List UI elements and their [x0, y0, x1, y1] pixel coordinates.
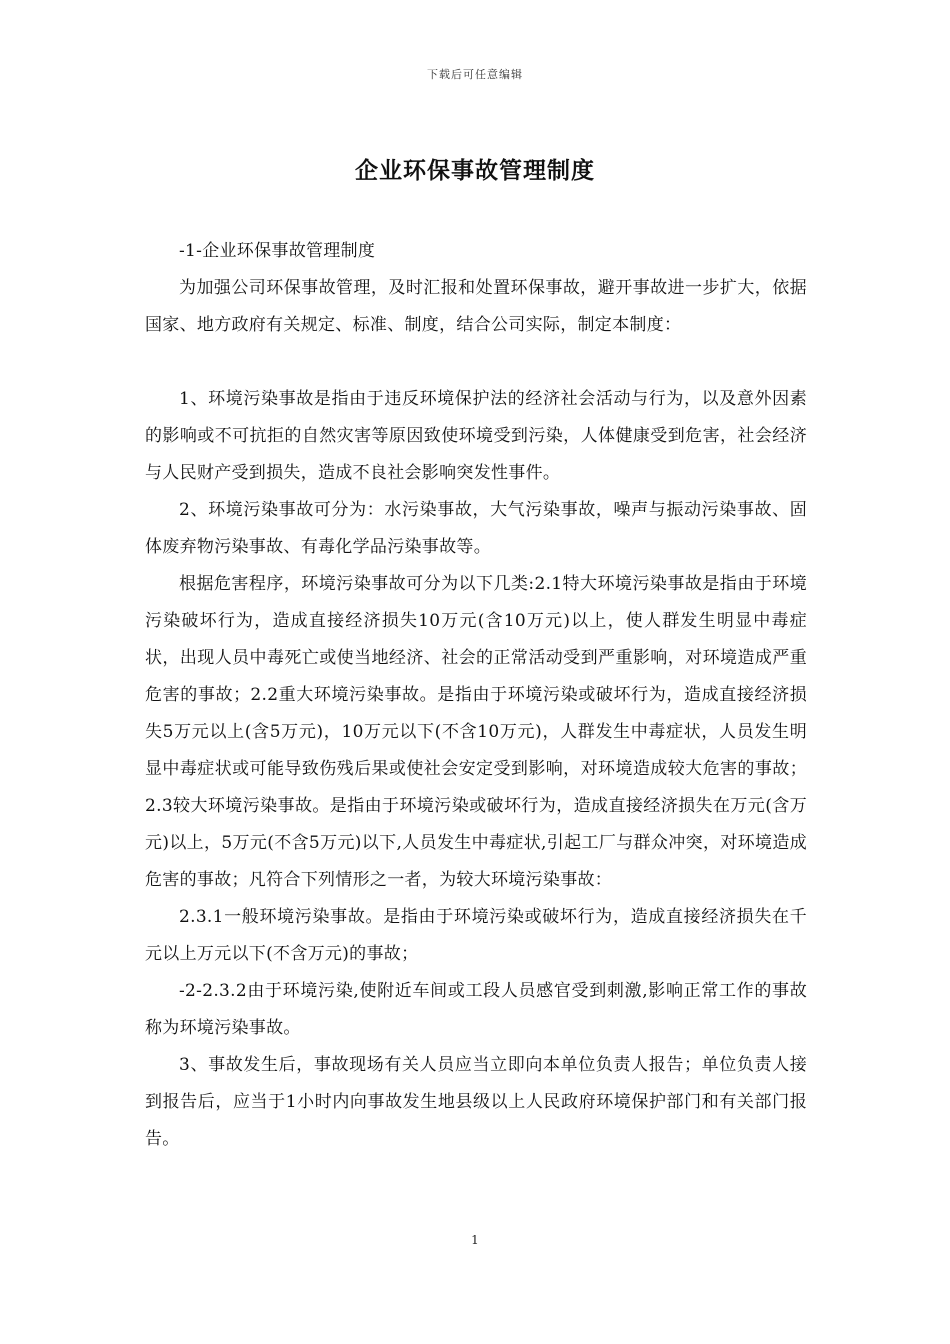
paragraph-workshop-accident: -2-2.3.2由于环境污染,使附近车间或工段人员感官受到刺激,影响正常工作的事故称为环境污染事故。 — [145, 981, 807, 1038]
paragraph-classification: 2、环境污染事故可分为：水污染事故，大气污染事故，噪声与振动污染事故、固体废弃物污染事故、有毒化学品污染事故等。 — [145, 500, 807, 557]
header-note: 下载后可任意编辑 — [427, 68, 523, 81]
section-heading: -1-企业环保事故管理制度 — [179, 241, 376, 261]
paragraph-severity-levels: 根据危害程序，环境污染事故可分为以下几类:2.1特大环境污染事故是指由于环境污染破坏行为，造成直接经济损失10万元(含10万元)以上，使人群发生明显中毒症状，出现人员中毒死亡或使当地经济、社会的正常活动受到严重影响，对环境造成严重危害的事故；2.2重大环境污染事故。是指由于环境污染或破坏行为，造成直接经济损失5万元以上(含5万元)，10万元以下(不含10万元)，人群发生中毒症状，人员发生明显中毒症状或可能导致伤残后果或使社会安定受到影响，对环境造成较大危害的事故；2.3较大环境污染事故。是指由于环境污染或破坏行为，造成直接经济损失在万元(含万元)以上，5万元(不含5万元)以下,人员发生中毒症状,引起工厂与群众冲突，对环境造成危害的事故；凡符合下列情形之一者，为较大环境污染事故： — [145, 574, 807, 890]
document-body — [145, 233, 807, 1158]
page-number: 1 — [471, 1233, 479, 1247]
paragraph-definition: 1、环境污染事故是指由于违反环境保护法的经济社会活动与行为，以及意外因素的影响或不可抗拒的自然灾害等原因致使环境受到污染，人体健康受到危害，社会经济与人民财产受到损失，造成不良社会影响突发性事件。 — [145, 389, 807, 483]
paragraph-reporting: 3、事故发生后，事故现场有关人员应当立即向本单位负责人报告；单位负责人接到报告后，应当于1小时内向事故发生地县级以上人民政府环境保护部门和有关部门报告。 — [145, 1055, 807, 1149]
document-title: 企业环保事故管理制度 — [355, 157, 595, 184]
paragraph-general-accident: 2.3.1一般环境污染事故。是指由于环境污染或破坏行为，造成直接经济损失在千元以上万元以下(不含万元)的事故； — [145, 907, 807, 964]
intro-paragraph: 为加强公司环保事故管理，及时汇报和处置环保事故，避开事故进一步扩大，依据国家、地方政府有关规定、标准、制度，结合公司实际，制定本制度： — [145, 278, 807, 335]
